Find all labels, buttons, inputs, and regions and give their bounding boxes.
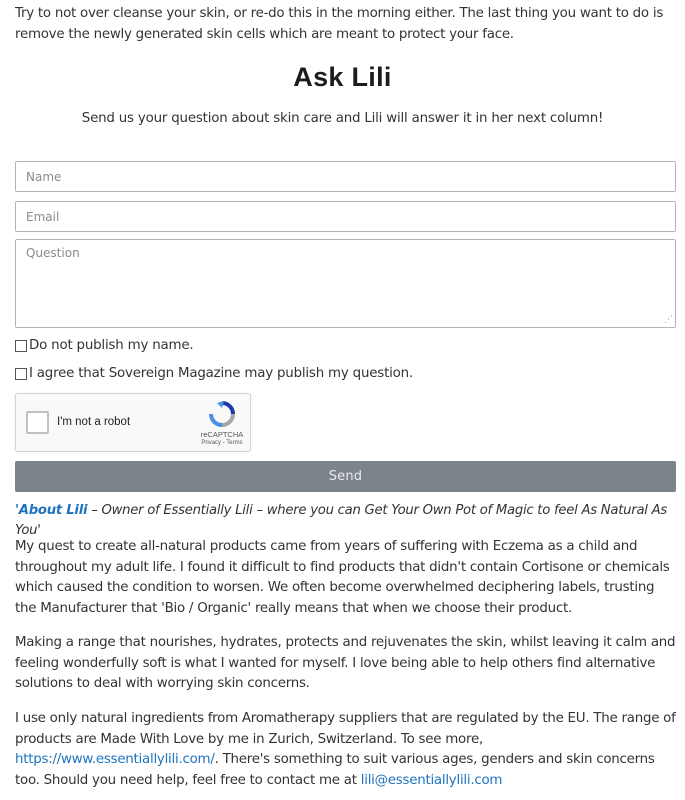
recaptcha-logo-icon xyxy=(208,401,236,427)
intro-paragraph: Try to not over cleanse your skin, or re-do this in the morning either. The last thing you want to do is remove the newly generated skin cells which are meant to protect your face. xyxy=(15,6,664,42)
no-publish-name-checkbox[interactable] xyxy=(15,340,27,352)
recaptcha-brand: reCAPTCHA xyxy=(200,430,244,439)
recaptcha-checkbox[interactable] xyxy=(26,411,49,434)
recaptcha-label: I'm not a robot xyxy=(57,416,131,428)
name-input[interactable] xyxy=(15,161,676,192)
send-button[interactable]: Send xyxy=(15,461,676,492)
agree-publish-option[interactable] xyxy=(15,366,413,381)
about-lili-link[interactable]: 'About Lili xyxy=(15,503,88,518)
recaptcha-widget xyxy=(15,393,251,452)
ask-subtitle: Send us your question about skin care and Lili will answer it in her next column! xyxy=(81,111,604,126)
no-publish-name-label: Do not publish my name. xyxy=(29,338,194,353)
about-lili-line xyxy=(15,501,677,541)
website-link[interactable]: https://www.essentiallylili.com/ xyxy=(15,752,215,767)
page-title: Ask Lili xyxy=(293,62,392,92)
agree-publish-label: I agree that Sovereign Magazine may publish my question. xyxy=(29,366,413,381)
email-input[interactable] xyxy=(15,201,676,232)
bio-paragraph-3 xyxy=(15,709,677,791)
bio-paragraph-2: Making a range that nourishes, hydrates, protects and rejuvenates the skin, whilst leaving it calm and feeling wonderfully soft is what I wanted for myself. I love being able to help others find alternative solutions to deal with worrying skin concerns. xyxy=(15,635,676,691)
about-lili-description: – Owner of Essentially Lili – where you can Get Your Own Pot of Magic to feel As Natural As You' xyxy=(15,503,668,538)
bio-paragraph-3-part-a: I use only natural ingredients from Aromatherapy suppliers that are regulated by the EU. The range of products are Made With Love by me in Zurich, Switzerland. To see more, xyxy=(15,711,676,747)
bio-paragraph-1: My quest to create all-natural products came from years of suffering with Eczema as a child and throughout my adult life. I found it difficult to find products that didn't contain Cortisone or chemicals which caused the condition to worsen. We often become overwhelmed deciphering labels, trusting the Manufacturer that 'Bio / Organic' really means that when we choose their product. xyxy=(15,539,670,616)
resize-grip-icon[interactable]: ⋰ xyxy=(664,315,673,325)
question-textarea[interactable] xyxy=(15,239,676,328)
no-publish-name-option[interactable] xyxy=(15,338,193,353)
recaptcha-privacy-terms[interactable]: Privacy - Terms xyxy=(201,440,243,446)
agree-publish-checkbox[interactable] xyxy=(15,368,27,380)
email-link[interactable]: lili@essentiallylili.com xyxy=(360,772,503,788)
bio-paragraph-3-part-b: . There's something to suit various ages, genders and skin concerns too. Should you need help, feel free to contact me at xyxy=(15,752,655,788)
